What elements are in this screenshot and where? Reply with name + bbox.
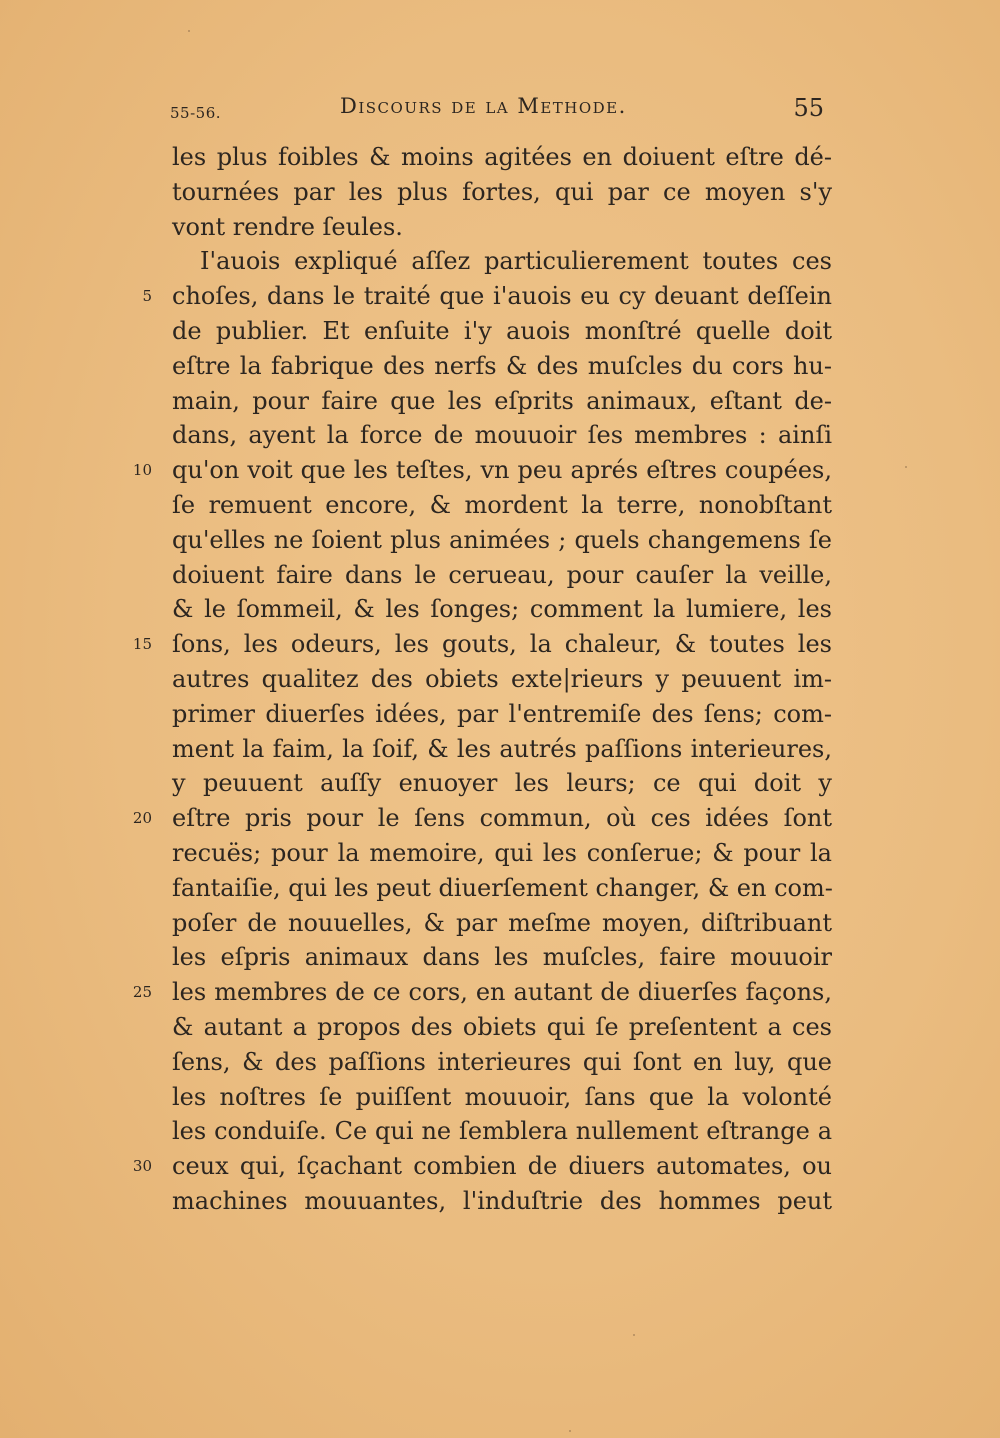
text-line bbox=[132, 801, 832, 836]
line-number: 10 bbox=[132, 461, 152, 480]
text-line bbox=[132, 627, 832, 662]
text-line bbox=[132, 1149, 832, 1184]
text-line bbox=[172, 592, 832, 627]
line-text: eſtre pris pour le ſens commun, où ces idées ſont bbox=[172, 804, 832, 833]
line-text: main, pour faire que les eſprits animaux, eſtant de- bbox=[172, 386, 832, 415]
line-text: ſe remuent encore, & mordent la terre, nonobſtant bbox=[172, 490, 832, 519]
line-text: recuës; pour la memoire, qui les conſerue; & pour la bbox=[172, 838, 832, 867]
line-text: ſons, les odeurs, les gouts, la chaleur, & toutes les bbox=[172, 630, 832, 659]
running-title: Discours de la Methode. bbox=[340, 94, 627, 118]
text-line bbox=[142, 279, 832, 314]
line-text: ſens, & des paſſions interieures qui ſont en luy, que bbox=[172, 1047, 832, 1076]
paper-speck bbox=[569, 1430, 571, 1432]
text-line bbox=[172, 1045, 832, 1080]
page-range-label: 55-56. bbox=[170, 104, 222, 122]
line-text: & le ſommeil, & les ſonges; comment la lumiere, les bbox=[172, 595, 832, 624]
line-number: 25 bbox=[132, 983, 152, 1002]
line-number: 15 bbox=[132, 635, 152, 654]
line-text: les eſpris animaux dans les muſcles, faire mouuoir bbox=[172, 943, 832, 972]
text-line bbox=[172, 1080, 832, 1115]
text-line bbox=[172, 836, 832, 871]
text-line bbox=[172, 244, 832, 279]
line-text: qu'elles ne ſoient plus animées ; quels changemens ſe bbox=[172, 525, 832, 554]
text-line bbox=[172, 1010, 832, 1045]
text-line bbox=[132, 975, 832, 1010]
text-line bbox=[172, 732, 832, 767]
text-line bbox=[172, 210, 832, 245]
line-text: primer diuerſes idées, par l'entremiſe des ſens; com- bbox=[172, 699, 832, 728]
text-line bbox=[172, 314, 832, 349]
text-line bbox=[172, 662, 832, 697]
paper-speck bbox=[905, 466, 907, 468]
line-text: poſer de nouuelles, & par meſme moyen, diſtribuant bbox=[172, 908, 832, 937]
line-text: les plus foibles & moins agitées en doiuent eſtre dé- bbox=[172, 143, 832, 171]
text-line bbox=[172, 697, 832, 732]
body-text bbox=[132, 140, 833, 1219]
text-line bbox=[172, 523, 832, 558]
line-text: tournées par les plus fortes, qui par ce moyen s'y bbox=[172, 177, 832, 206]
line-text: qu'on voit que les teſtes, vn peu aprés eſtres coupées, bbox=[172, 456, 832, 485]
line-number: 5 bbox=[142, 287, 152, 306]
text-line bbox=[172, 558, 832, 593]
line-text: les membres de ce cors, en autant de diuerſes façons, bbox=[172, 978, 832, 1007]
page-number: 55 bbox=[793, 94, 824, 122]
paper-speck bbox=[188, 30, 190, 32]
paper-speck bbox=[633, 1334, 635, 1336]
line-text: y peuuent auſſy enuoyer les leurs; ce qui doit y bbox=[172, 769, 832, 798]
text-line bbox=[172, 766, 832, 801]
line-text: ment la faim, la ſoif, & les autrés paſſions interieures, bbox=[172, 734, 832, 763]
line-text: les conduiſe. Ce qui ne ſemblera nullement eſtrange a bbox=[172, 1117, 832, 1146]
running-head bbox=[170, 92, 830, 132]
text-line bbox=[172, 940, 832, 975]
text-line bbox=[172, 1184, 832, 1219]
line-text: I'auois expliqué aſſez particulierement toutes ces bbox=[200, 247, 832, 276]
text-line bbox=[172, 140, 832, 175]
text-line bbox=[172, 488, 832, 523]
line-text: de publier. Et enſuite i'y auois monſtré quelle doit bbox=[172, 316, 832, 345]
line-text: les noſtres ſe puiſſent mouuoir, ſans que la volonté bbox=[172, 1082, 832, 1111]
line-text: choſes, dans le traité que i'auois eu cy deuant deſſein bbox=[172, 282, 832, 311]
line-text: fantaiſie, qui les peut diuerſement changer, & en com- bbox=[172, 873, 833, 902]
line-text: autres qualitez des obiets exte|rieurs y peuuent im- bbox=[172, 664, 832, 693]
text-line bbox=[172, 418, 832, 453]
line-text: machines mouuantes, l'induſtrie des hommes peut bbox=[172, 1186, 832, 1215]
line-text: & autant a propos des obiets qui ſe preſentent a ces bbox=[172, 1012, 832, 1041]
line-text: eſtre la fabrique des nerfs & des muſcles du cors hu- bbox=[172, 351, 832, 380]
line-number: 30 bbox=[132, 1157, 152, 1176]
line-number: 20 bbox=[132, 809, 152, 828]
text-line bbox=[172, 349, 832, 384]
text-line bbox=[132, 453, 832, 488]
text-line bbox=[172, 384, 832, 419]
line-text: dans, ayent la force de mouuoir ſes membres : ainſi bbox=[172, 421, 832, 450]
line-text: doiuent faire dans le cerueau, pour cauſer la veille, bbox=[172, 560, 832, 589]
line-text: ceux qui, ſçachant combien de diuers automates, ou bbox=[172, 1152, 832, 1181]
text-line bbox=[172, 906, 832, 941]
line-text: vont rendre ſeules. bbox=[172, 212, 403, 241]
text-line bbox=[172, 871, 832, 906]
text-line bbox=[172, 175, 832, 210]
text-line bbox=[172, 1114, 832, 1149]
